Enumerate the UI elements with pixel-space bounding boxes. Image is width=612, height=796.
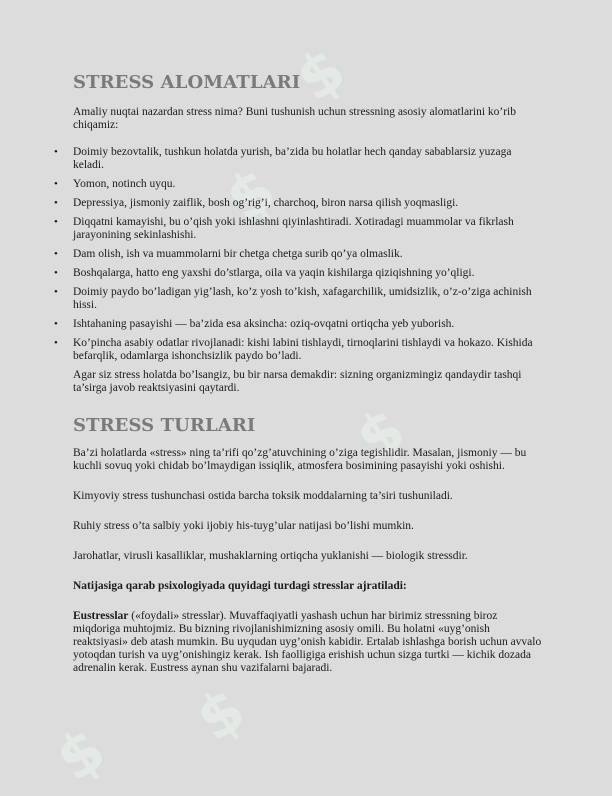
watermark-logo: $ <box>213 154 289 236</box>
list-item: • Boshqalarga, hatto eng yaxshi do’stlarga, oila va yaqin kishilarga qiziqishning yo’qligi. <box>54 267 475 279</box>
symptom-list <box>54 146 543 363</box>
bold-paragraph: Natijasiga qarab psixologiyada quyidagi turdagi stresslar ajratiladi: <box>73 580 407 592</box>
list-item: • Ko’pincha asabiy odatlar rivojlanadi: kishi labini tishlaydi, tirnoqlarini tishlaydi va hokazo. Kishida befarqlik, odamlarga ishonchsizlik paydo bo’ladi. <box>54 337 533 362</box>
watermark-logo: $ <box>283 34 359 116</box>
bullet-icon: • <box>54 178 58 190</box>
body-paragraph: Jarohatlar, virusli kasalliklar, mushaklarning ortiqcha yuklanishi — biologik stressdir. <box>73 550 468 562</box>
list-item: • Ishtahaning pasayishi — ba’zida esa aksincha: oziq-ovqatni ortiqcha yeb yuborish. <box>54 318 455 330</box>
eustress-term: Eustresslar <box>73 610 129 622</box>
bullet-icon: • <box>54 216 58 228</box>
bullet-icon: • <box>54 267 58 279</box>
list-item: • Dam olish, ish va muammolarni bir chetga chetga surib qo’ya olmaslik. <box>54 248 403 260</box>
closing-paragraph: Agar siz stress holatda bo’lsangiz, bu bir narsa demakdir: sizning organizmingiz qandaydir tashqi ta’sirga javob reaktsiyasini qaytardi. <box>73 369 522 394</box>
list-item: • Depressiya, jismoniy zaiflik, bosh og’rig’i, charchoq, biron narsa qilish yoqmasligi. <box>54 197 459 209</box>
watermark-logo: $ <box>43 714 119 796</box>
document-content <box>54 72 543 675</box>
bullet-icon: • <box>54 248 58 260</box>
body-paragraph: Kimyoviy stress tushunchasi ostida barcha toksik moddalarning ta’siri tushuniladi. <box>73 490 453 502</box>
eustress-text: («foydali» stresslar). Muvaffaqiyatli yashash uchun har birimiz stressning biroz miqdoriga muhtojmiz. Bu bizning rivojlanishimizning asosiy omili. Bu holatni «uyg’onish reaktsiyasi» deb atash mumkin. Bu uyqudan uyg’onish kabidir. Ertalab ishlashga borish uchun avvalo yotoqdan turish va uyg’onishingiz kerak. Ish faolligiga erishish uchun sizga turtki — kichik dozada adrenalin kerak. Eustress aynan shu vazifalarni bajaradi. <box>73 610 542 674</box>
bullet-icon: • <box>54 286 58 298</box>
body-paragraph: Ba’zi holatlarda «stress» ning ta’rifi qo’zg’atuvchining o’ziga tegishlidir. Masalan, jismoniy — bu kuchli sovuq yoki chidab bo’lmaydigan issiqlik, atmosfera bosimining pasayishi yoki oshishi. <box>73 447 527 472</box>
bullet-icon: • <box>54 146 58 158</box>
body-paragraph: Ruhiy stress o’ta salbiy yoki ijobiy his-tuyg’ular natijasi bo’lishi mumkin. <box>73 520 414 532</box>
list-item: • Doimiy bezovtalik, tushkun holatda yurish, ba’zida bu holatlar hech qanday sabablarsiz yuzaga keladi. <box>54 146 512 171</box>
list-item: • Diqqatni kamayishi, bu o’qish yoki ishlashni qiyinlashtiradi. Xotiradagi muammolar va fikrlash jarayonining sekinlashishi. <box>54 216 514 241</box>
bullet-icon: • <box>54 337 58 349</box>
section-heading: STRESS ALOMATLARI <box>73 72 301 93</box>
bullet-icon: • <box>54 197 58 209</box>
eustress-paragraph <box>73 610 543 675</box>
list-item: • Doimiy paydo bo’ladigan yig’lash, ko’z yosh to’kish, xafagarchilik, umidsizlik, o’z-o’ziga achinish hissi. <box>54 286 532 311</box>
intro-paragraph: Amaliy nuqtai nazardan stress nima? Buni tushunish uchun stressning asosiy alomatlarini ko’rib chiqamiz: <box>73 106 516 131</box>
section-heading: STRESS TURLARI <box>73 415 256 436</box>
watermark-logo: $ <box>183 674 259 756</box>
list-item: • Yomon, notinch uyqu. <box>54 178 176 190</box>
bullet-icon: • <box>54 318 58 330</box>
watermark-logo: $ <box>343 394 419 476</box>
